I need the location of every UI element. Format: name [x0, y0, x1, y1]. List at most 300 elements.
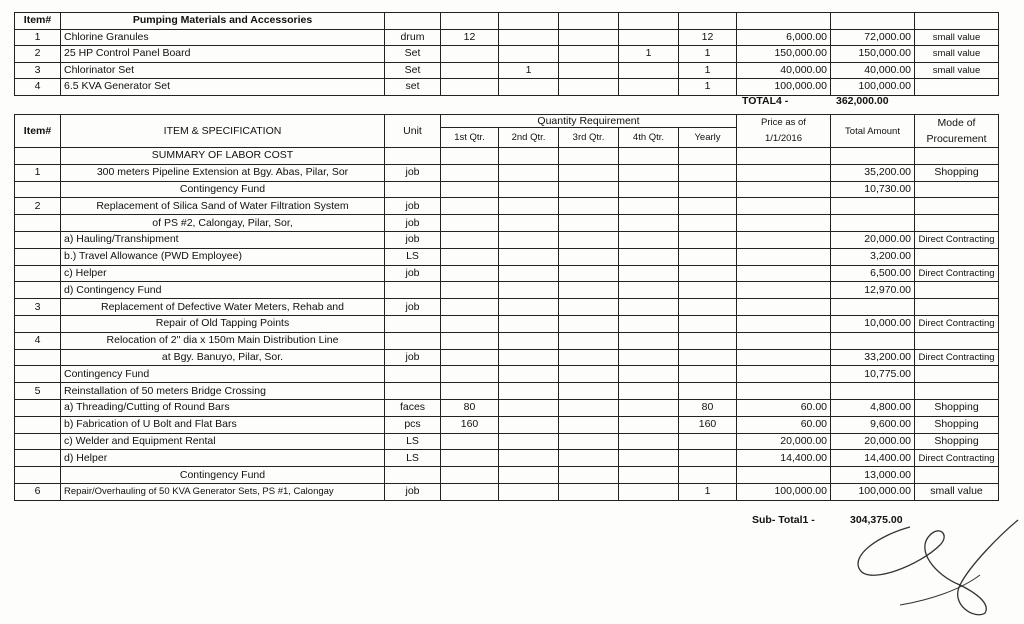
- q2-cell: [499, 198, 559, 215]
- mode-cell: Direct Contracting: [915, 265, 999, 282]
- yearly-cell: [679, 450, 737, 467]
- q3-cell: [559, 416, 619, 433]
- unit-header: Unit: [385, 115, 441, 148]
- q2-cell: [499, 366, 559, 383]
- total-cell: 6,500.00: [831, 265, 915, 282]
- mode-cell: Direct Contracting: [915, 231, 999, 248]
- description-cell: at Bgy. Banuyo, Pilar, Sor.: [61, 349, 385, 366]
- description-cell: 6.5 KVA Generator Set: [61, 79, 385, 96]
- q3-cell: [559, 231, 619, 248]
- total-cell: 20,000.00: [831, 433, 915, 450]
- price-cell: 60.00: [737, 399, 831, 416]
- mode-cell: Shopping: [915, 433, 999, 450]
- table-row: [15, 399, 999, 416]
- item-number-cell: [15, 433, 61, 450]
- q4-cell: [619, 148, 679, 165]
- total-cell: 10,730.00: [831, 181, 915, 198]
- mode-cell: [915, 467, 999, 484]
- q2-cell: [499, 450, 559, 467]
- q3-cell: [559, 315, 619, 332]
- yearly-cell: [679, 366, 737, 383]
- description-cell: Chlorine Granules: [61, 29, 385, 46]
- q4-cell: [619, 349, 679, 366]
- q4-cell: [619, 383, 679, 400]
- table-row: [15, 29, 999, 46]
- total-cell: 3,200.00: [831, 248, 915, 265]
- mode-cell: [915, 299, 999, 316]
- table-row: [15, 299, 999, 316]
- yearly-cell: [679, 332, 737, 349]
- mode-cell: [915, 79, 999, 96]
- total-cell: [831, 299, 915, 316]
- item-number-cell: [15, 148, 61, 165]
- mode-cell: [915, 383, 999, 400]
- mode-cell: Direct Contracting: [915, 450, 999, 467]
- unit-cell: job: [385, 349, 441, 366]
- q3-cell: [559, 248, 619, 265]
- mode-cell: [915, 248, 999, 265]
- total-cell: [831, 215, 915, 232]
- item-number-cell: [15, 248, 61, 265]
- price-header-line2: 1/1/2016: [765, 133, 802, 144]
- description-cell: SUMMARY OF LABOR COST: [61, 148, 385, 165]
- labor-cost-table: [14, 114, 999, 501]
- q3-cell: [559, 399, 619, 416]
- q1-cell: 12: [441, 29, 499, 46]
- q4-cell: [619, 164, 679, 181]
- price-cell: 150,000.00: [737, 46, 831, 63]
- yearly-cell: [679, 231, 737, 248]
- table-row: [15, 248, 999, 265]
- table-row: [15, 433, 999, 450]
- table-row: [15, 181, 999, 198]
- q3-cell: [559, 332, 619, 349]
- item-number-cell: 4: [15, 332, 61, 349]
- unit-cell: drum: [385, 29, 441, 46]
- q1-cell: [441, 467, 499, 484]
- price-cell: [737, 349, 831, 366]
- yearly-cell: 1: [679, 79, 737, 96]
- total-cell: 72,000.00: [831, 29, 915, 46]
- price-cell: 100,000.00: [737, 483, 831, 500]
- description-cell: Relocation of 2" dia x 150m Main Distribution Line: [61, 332, 385, 349]
- unit-cell: Set: [385, 46, 441, 63]
- description-cell: Reinstallation of 50 meters Bridge Crossing: [61, 383, 385, 400]
- mode-cell: [915, 332, 999, 349]
- table-row: [15, 282, 999, 299]
- price-cell: [737, 383, 831, 400]
- price-cell: 20,000.00: [737, 433, 831, 450]
- description-cell: b) Fabrication of U Bolt and Flat Bars: [61, 416, 385, 433]
- unit-cell: LS: [385, 450, 441, 467]
- spec-header: ITEM & SPECIFICATION: [61, 115, 385, 148]
- unit-cell: faces: [385, 399, 441, 416]
- unit-cell: set: [385, 79, 441, 96]
- unit-cell: pcs: [385, 416, 441, 433]
- q4-header: 4th Qtr.: [619, 128, 679, 148]
- table-row: [15, 46, 999, 63]
- q1-cell: [441, 483, 499, 500]
- pumping-materials-table: [14, 12, 999, 96]
- description-cell: Repair/Overhauling of 50 KVA Generator Sets, PS #1, Calongay: [61, 483, 385, 500]
- q1-cell: [441, 383, 499, 400]
- yearly-cell: 160: [679, 416, 737, 433]
- unit-cell: job: [385, 231, 441, 248]
- yearly-cell: [679, 265, 737, 282]
- mode-cell: [915, 181, 999, 198]
- description-cell: Contingency Fund: [61, 467, 385, 484]
- q2-cell: [499, 332, 559, 349]
- q2-cell: [499, 79, 559, 96]
- q3-cell: [559, 265, 619, 282]
- q2-cell: [499, 46, 559, 63]
- unit-cell: [385, 282, 441, 299]
- yearly-cell: 1: [679, 62, 737, 79]
- item-number-cell: 5: [15, 383, 61, 400]
- mode-header-line1: Mode of: [937, 117, 976, 129]
- yearly-cell: [679, 282, 737, 299]
- mode-cell: small value: [915, 62, 999, 79]
- subtotal-value: 304,375.00: [850, 514, 903, 526]
- item-number-cell: [15, 215, 61, 232]
- item-number-cell: [15, 315, 61, 332]
- q3-cell: [559, 450, 619, 467]
- q2-cell: [499, 215, 559, 232]
- q1-cell: [441, 181, 499, 198]
- mode-cell: [915, 148, 999, 165]
- price-cell: [737, 282, 831, 299]
- q4-cell: [619, 299, 679, 316]
- yearly-cell: [679, 248, 737, 265]
- item-number-cell: [15, 265, 61, 282]
- q4-cell: [619, 62, 679, 79]
- total-cell: 9,600.00: [831, 416, 915, 433]
- q4-cell: [619, 265, 679, 282]
- item-number-cell: [15, 399, 61, 416]
- item-number-cell: [15, 467, 61, 484]
- q1-cell: [441, 198, 499, 215]
- item-number-cell: [15, 416, 61, 433]
- item-header: Item#: [15, 13, 61, 30]
- yearly-cell: [679, 148, 737, 165]
- q3-cell: [559, 299, 619, 316]
- q2-cell: [499, 29, 559, 46]
- price-cell: [737, 467, 831, 484]
- total-cell: [831, 148, 915, 165]
- q1-cell: [441, 332, 499, 349]
- unit-cell: [385, 332, 441, 349]
- q4-cell: [619, 79, 679, 96]
- q1-cell: [441, 164, 499, 181]
- total-cell: 100,000.00: [831, 483, 915, 500]
- q4-cell: [619, 181, 679, 198]
- yearly-cell: 1: [679, 483, 737, 500]
- q4-cell: [619, 215, 679, 232]
- price-cell: 100,000.00: [737, 79, 831, 96]
- q4-cell: [619, 433, 679, 450]
- q1-cell: [441, 349, 499, 366]
- total-amount-header: Total Amount: [831, 115, 915, 148]
- description-cell: b.) Travel Allowance (PWD Employee): [61, 248, 385, 265]
- q2-header: 2nd Qtr.: [499, 128, 559, 148]
- q3-cell: [559, 62, 619, 79]
- q2-cell: [499, 433, 559, 450]
- q3-cell: [559, 215, 619, 232]
- unit-cell: job: [385, 198, 441, 215]
- price-cell: [737, 148, 831, 165]
- mode-header: [915, 115, 999, 148]
- table-row: [15, 450, 999, 467]
- section-title: Pumping Materials and Accessories: [61, 13, 385, 30]
- table-header-row: [15, 13, 999, 30]
- yearly-cell: [679, 467, 737, 484]
- mode-cell: [915, 366, 999, 383]
- yearly-cell: [679, 383, 737, 400]
- description-cell: of PS #2, Calongay, Pilar, Sor,: [61, 215, 385, 232]
- price-cell: [737, 366, 831, 383]
- unit-cell: [385, 148, 441, 165]
- q2-cell: 1: [499, 62, 559, 79]
- price-cell: [737, 164, 831, 181]
- item-number-cell: [15, 349, 61, 366]
- item-number-cell: 2: [15, 198, 61, 215]
- table-row: [15, 383, 999, 400]
- description-cell: Replacement of Defective Water Meters, Rehab and: [61, 299, 385, 316]
- q4-cell: [619, 450, 679, 467]
- total-cell: 4,800.00: [831, 399, 915, 416]
- description-cell: d) Helper: [61, 450, 385, 467]
- mode-cell: small value: [915, 483, 999, 500]
- total-cell: 13,000.00: [831, 467, 915, 484]
- q3-header: 3rd Qtr.: [559, 128, 619, 148]
- unit-cell: job: [385, 299, 441, 316]
- mode-cell: [915, 198, 999, 215]
- item-number-cell: 1: [15, 29, 61, 46]
- q1-cell: [441, 215, 499, 232]
- q4-cell: [619, 248, 679, 265]
- yearly-cell: [679, 349, 737, 366]
- price-cell: [737, 265, 831, 282]
- q4-cell: [619, 198, 679, 215]
- price-cell: 6,000.00: [737, 29, 831, 46]
- yearly-cell: 80: [679, 399, 737, 416]
- description-cell: c) Helper: [61, 265, 385, 282]
- unit-cell: LS: [385, 433, 441, 450]
- mode-cell: Shopping: [915, 399, 999, 416]
- yearly-cell: [679, 215, 737, 232]
- price-cell: [737, 248, 831, 265]
- mode-cell: Shopping: [915, 164, 999, 181]
- total-cell: 33,200.00: [831, 349, 915, 366]
- yearly-header: Yearly: [679, 128, 737, 148]
- item-number-cell: 2: [15, 46, 61, 63]
- mode-cell: Direct Contracting: [915, 349, 999, 366]
- q2-cell: [499, 315, 559, 332]
- total-cell: [831, 383, 915, 400]
- item-header: Item#: [15, 115, 61, 148]
- item-number-cell: [15, 366, 61, 383]
- q3-cell: [559, 349, 619, 366]
- q2-cell: [499, 383, 559, 400]
- unit-cell: Set: [385, 62, 441, 79]
- q3-cell: [559, 282, 619, 299]
- item-number-cell: 4: [15, 79, 61, 96]
- table-header-row: [15, 115, 999, 128]
- q1-cell: 160: [441, 416, 499, 433]
- item-number-cell: [15, 231, 61, 248]
- table-row: [15, 332, 999, 349]
- total-cell: 150,000.00: [831, 46, 915, 63]
- unit-cell: LS: [385, 248, 441, 265]
- q4-cell: [619, 231, 679, 248]
- yearly-cell: [679, 198, 737, 215]
- mode-cell: Shopping: [915, 416, 999, 433]
- yearly-cell: [679, 315, 737, 332]
- q2-cell: [499, 416, 559, 433]
- unit-cell: job: [385, 215, 441, 232]
- q2-cell: [499, 349, 559, 366]
- unit-cell: [385, 366, 441, 383]
- q1-cell: [441, 299, 499, 316]
- q2-cell: [499, 299, 559, 316]
- price-cell: [737, 231, 831, 248]
- total4-value: 362,000.00: [836, 95, 889, 107]
- price-cell: 14,400.00: [737, 450, 831, 467]
- description-cell: a) Threading/Cutting of Round Bars: [61, 399, 385, 416]
- item-number-cell: 6: [15, 483, 61, 500]
- q1-header: 1st Qtr.: [441, 128, 499, 148]
- table-row: [15, 265, 999, 282]
- item-number-cell: [15, 282, 61, 299]
- total-cell: 100,000.00: [831, 79, 915, 96]
- description-cell: 25 HP Control Panel Board: [61, 46, 385, 63]
- unit-cell: [385, 315, 441, 332]
- description-cell: Replacement of Silica Sand of Water Filtration System: [61, 198, 385, 215]
- q2-cell: [499, 181, 559, 198]
- table-row: [15, 62, 999, 79]
- q2-cell: [499, 282, 559, 299]
- q3-cell: [559, 164, 619, 181]
- price-cell: 40,000.00: [737, 62, 831, 79]
- mode-cell: [915, 282, 999, 299]
- total-cell: 10,000.00: [831, 315, 915, 332]
- mode-cell: [915, 215, 999, 232]
- price-header: [737, 115, 831, 148]
- total-cell: 20,000.00: [831, 231, 915, 248]
- total-cell: 14,400.00: [831, 450, 915, 467]
- unit-cell: [385, 181, 441, 198]
- total-cell: 10,775.00: [831, 366, 915, 383]
- q1-cell: [441, 231, 499, 248]
- signature-image: [840, 505, 1020, 620]
- unit-cell: [385, 383, 441, 400]
- q1-cell: [441, 315, 499, 332]
- table-row: [15, 483, 999, 500]
- item-number-cell: [15, 450, 61, 467]
- table-row: [15, 79, 999, 96]
- description-cell: Contingency Fund: [61, 181, 385, 198]
- table-row: [15, 215, 999, 232]
- q3-cell: [559, 198, 619, 215]
- table-row: [15, 164, 999, 181]
- q3-cell: [559, 181, 619, 198]
- q1-cell: [441, 433, 499, 450]
- q4-cell: [619, 332, 679, 349]
- q4-cell: [619, 29, 679, 46]
- q1-cell: [441, 79, 499, 96]
- quantity-requirement-header: Quantity Requirement: [441, 115, 737, 128]
- q3-cell: [559, 46, 619, 63]
- q3-cell: [559, 366, 619, 383]
- q2-cell: [499, 467, 559, 484]
- q2-cell: [499, 164, 559, 181]
- q4-cell: [619, 416, 679, 433]
- q3-cell: [559, 433, 619, 450]
- yearly-cell: [679, 299, 737, 316]
- q2-cell: [499, 399, 559, 416]
- table-row: [15, 416, 999, 433]
- mode-cell: small value: [915, 46, 999, 63]
- price-cell: [737, 181, 831, 198]
- price-cell: 60.00: [737, 416, 831, 433]
- item-number-cell: 1: [15, 164, 61, 181]
- q3-cell: [559, 483, 619, 500]
- description-cell: Repair of Old Tapping Points: [61, 315, 385, 332]
- yearly-cell: [679, 433, 737, 450]
- q4-cell: [619, 467, 679, 484]
- total-cell: [831, 198, 915, 215]
- description-cell: c) Welder and Equipment Rental: [61, 433, 385, 450]
- price-header-line1: Price as of: [761, 117, 806, 128]
- q2-cell: [499, 231, 559, 248]
- q3-cell: [559, 383, 619, 400]
- table-row: [15, 315, 999, 332]
- q4-cell: [619, 483, 679, 500]
- table-row: [15, 467, 999, 484]
- price-cell: [737, 198, 831, 215]
- price-cell: [737, 315, 831, 332]
- mode-cell: Direct Contracting: [915, 315, 999, 332]
- item-number-cell: 3: [15, 62, 61, 79]
- q1-cell: [441, 248, 499, 265]
- q2-cell: [499, 248, 559, 265]
- q4-cell: 1: [619, 46, 679, 63]
- price-cell: [737, 299, 831, 316]
- q4-cell: [619, 315, 679, 332]
- q1-cell: 80: [441, 399, 499, 416]
- item-number-cell: 3: [15, 299, 61, 316]
- q3-cell: [559, 79, 619, 96]
- yearly-cell: [679, 164, 737, 181]
- q4-cell: [619, 399, 679, 416]
- mode-cell: small value: [915, 29, 999, 46]
- total-cell: 12,970.00: [831, 282, 915, 299]
- unit-cell: job: [385, 483, 441, 500]
- yearly-cell: 1: [679, 46, 737, 63]
- q1-cell: [441, 282, 499, 299]
- table-row: [15, 231, 999, 248]
- unit-cell: job: [385, 164, 441, 181]
- q1-cell: [441, 46, 499, 63]
- price-cell: [737, 215, 831, 232]
- q3-cell: [559, 29, 619, 46]
- q2-cell: [499, 483, 559, 500]
- total4-label: TOTAL4 -: [742, 95, 789, 107]
- q2-cell: [499, 265, 559, 282]
- total-cell: 35,200.00: [831, 164, 915, 181]
- subtotal-label: Sub- Total1 -: [752, 514, 815, 526]
- description-cell: Chlorinator Set: [61, 62, 385, 79]
